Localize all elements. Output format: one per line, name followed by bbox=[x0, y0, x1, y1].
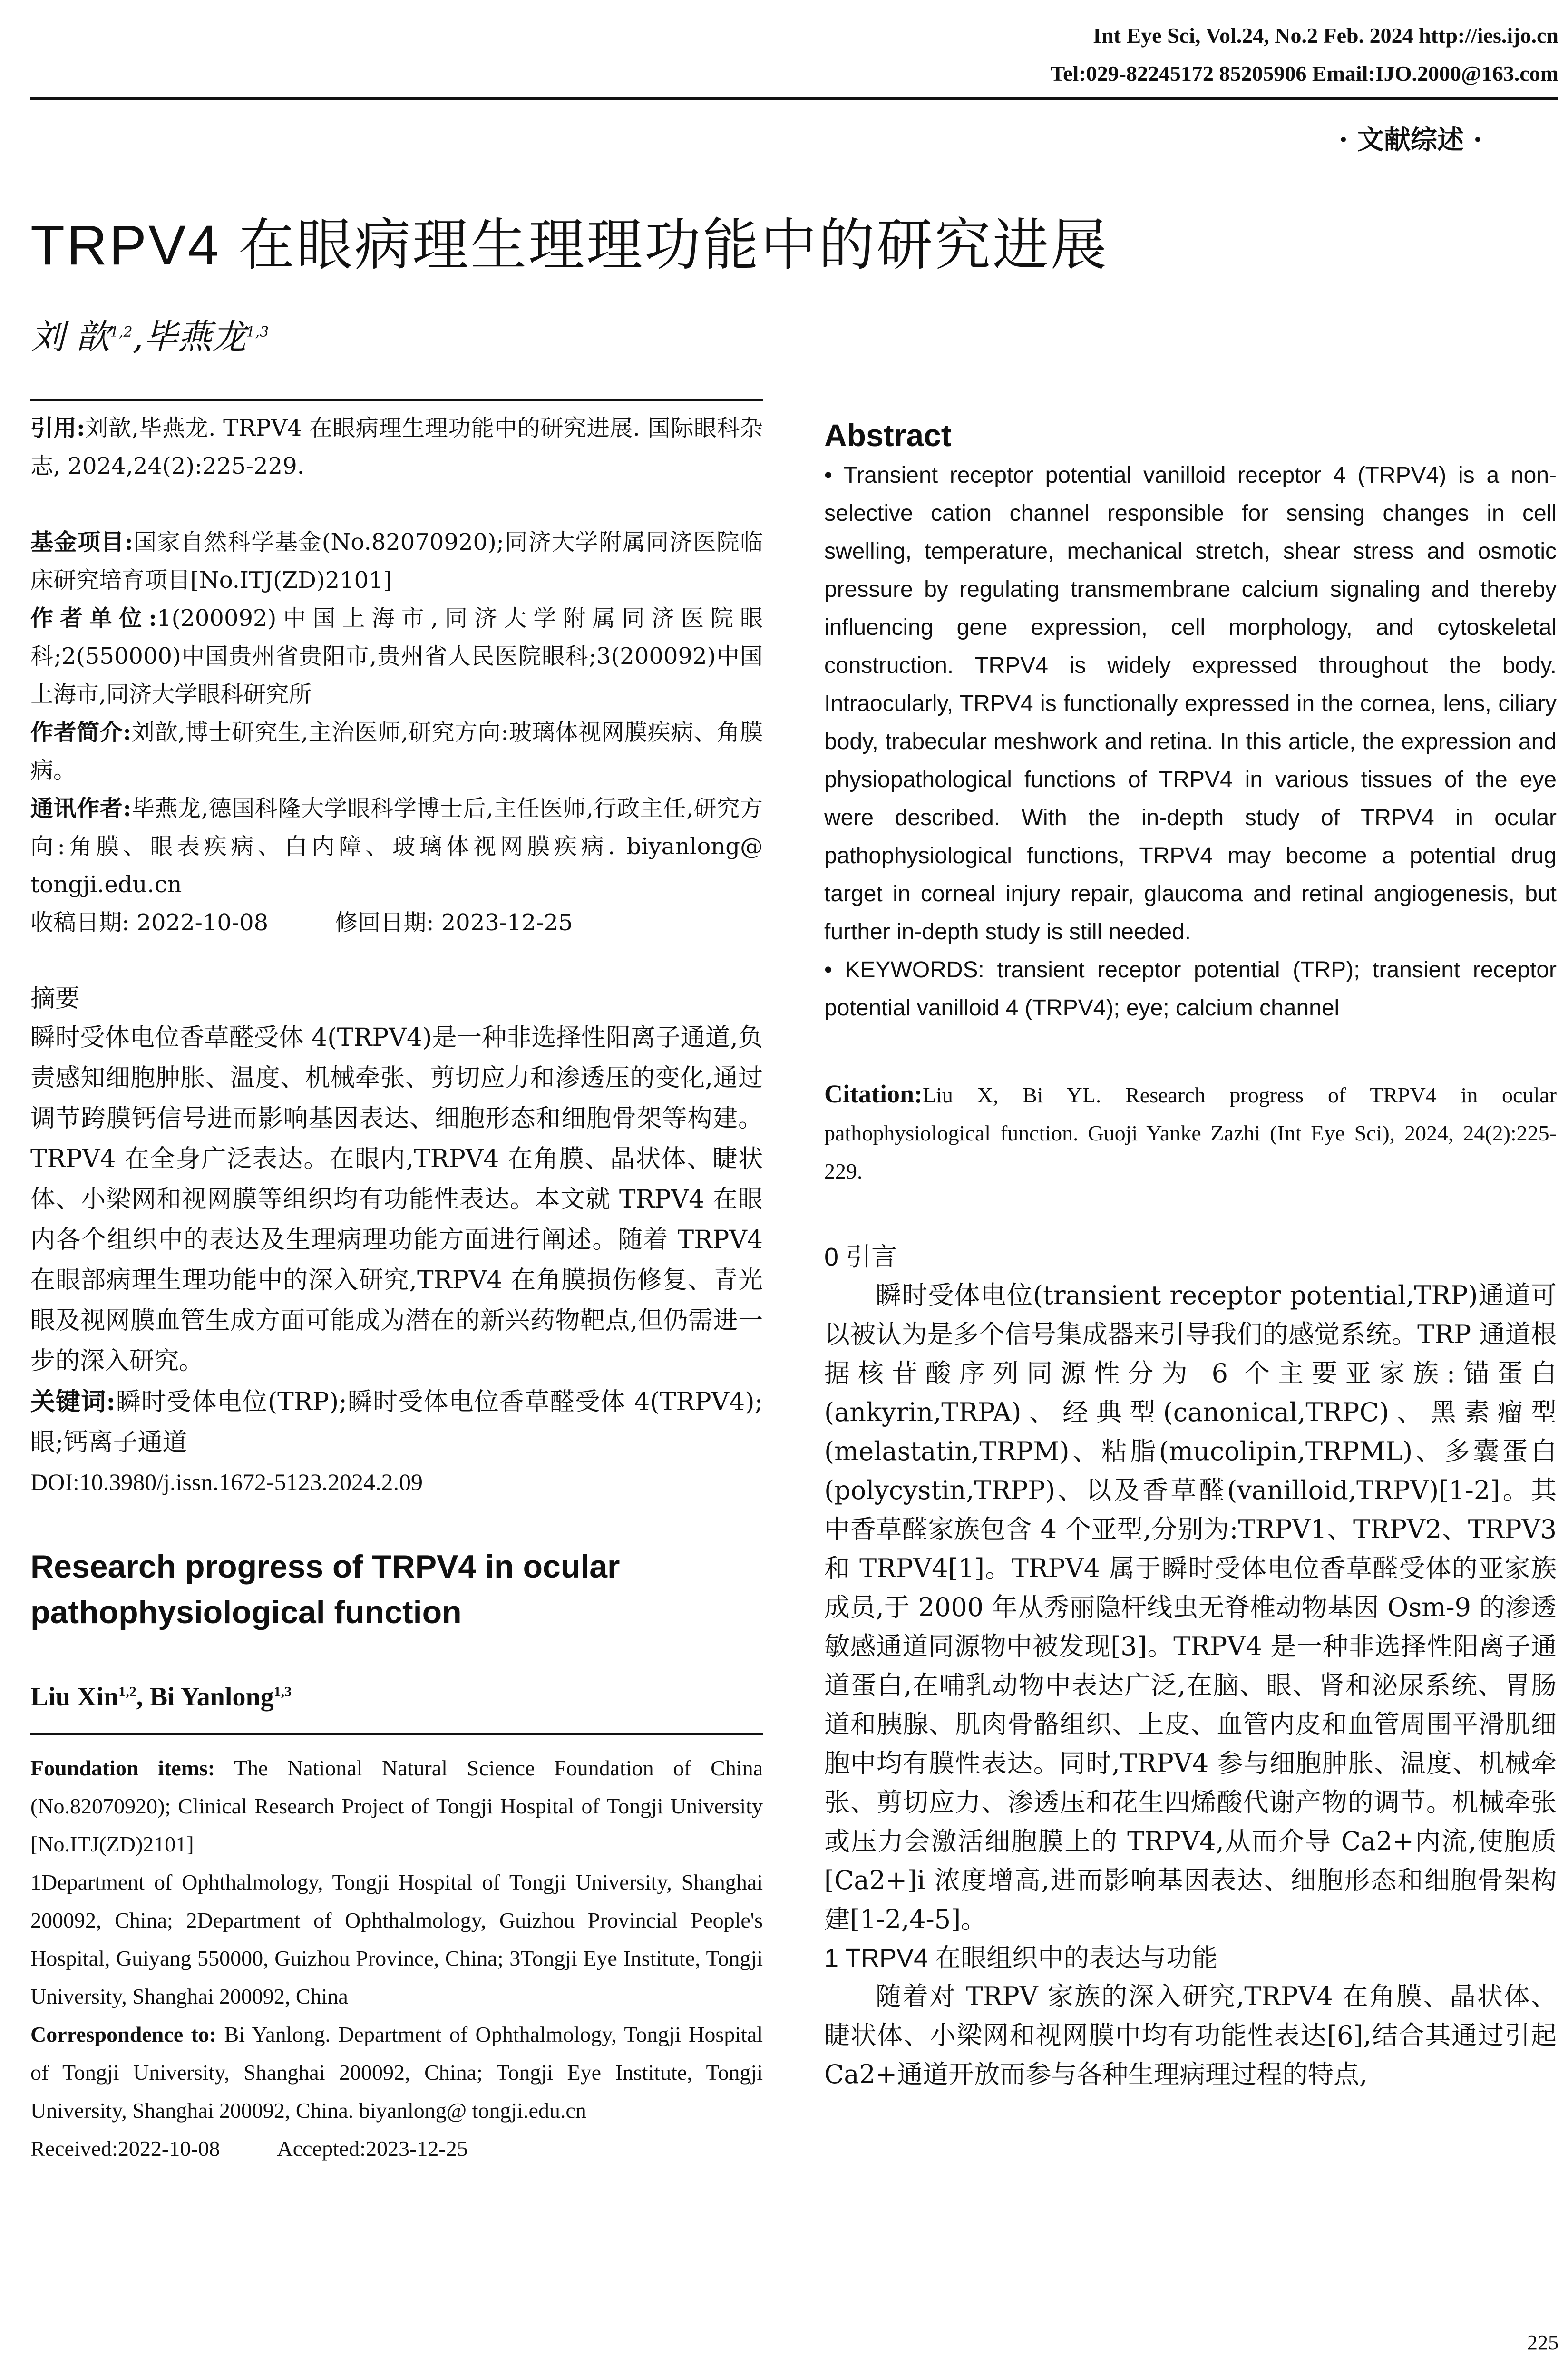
doi: DOI:10.3980/j.issn.1672-5123.2024.2.09 bbox=[30, 1469, 423, 1495]
keywords-label: 关键词: bbox=[30, 1387, 116, 1416]
left-top-rule bbox=[30, 399, 763, 401]
accepted-en: Accepted:2023-12-25 bbox=[277, 2136, 468, 2161]
citation-label: 引用: bbox=[30, 415, 85, 441]
abstract-en-head: Abstract bbox=[824, 418, 952, 453]
citation-text: 刘歆,毕燕龙. TRPV4 在眼病理生理功能中的研究进展. 国际眼科杂志, 2024,24(2):225-229. bbox=[30, 415, 763, 479]
fund-label: 基金项目: bbox=[30, 529, 133, 555]
english-title: Research progress of TRPV4 in ocular pathophysiological function bbox=[30, 1549, 620, 1630]
affiliations-en: 1Department of Ophthalmology, Tongji Hospital of Tongji University, Shanghai 200092, China; 2Department of Ophthalmology, Guizhou Provincial People's Hospital, Guiyang 550000, Guizhou Province, China; 3Tongji Eye Institute, Tongji University, Shanghai 200092, China bbox=[30, 1870, 763, 2008]
abstract-cn-text: 瞬时受体电位香草醛受体 4(TRPV4)是一种非选择性阳离子通道,负责感知细胞肿胀、温度、机械牵张、剪切应力和渗透压的变化,通过调节跨膜钙信号进而影响基因表达、细胞形态和细胞骨架等构建。TRPV4 在全身广泛表达。在眼内,TRPV4 在角膜、晶状体、睫状体、小梁网和视网膜等组织均有功能性表达。本文就 TRPV4 在眼内各个组织中的表达及生理病理功能方面进行阐述。随着 TRPV4 在眼部病理生理功能中的深入研究,TRPV4 在角膜损伤修复、青光眼及视网膜血管生成方面可能成为潜在的新兴药物靶点,但仍需进一步的深入研究。 bbox=[30, 1023, 763, 1375]
author-1-affil: 1,2 bbox=[109, 324, 133, 341]
received-date: 收稿日期: 2022-10-08 bbox=[30, 909, 269, 936]
fund-text: 国家自然科学基金(No.82070920);同济大学附属同济医院临床研究培育项目[No.ITJ(ZD)2101] bbox=[30, 529, 763, 594]
page-number: 225 bbox=[1527, 2331, 1558, 2354]
corr-text: 毕燕龙,德国科隆大学眼科学博士后,主任医师,行政主任,研究方向:角膜、眼表疾病、白内障、玻璃体视网膜疾病. biyanlong@ tongji.edu.cn bbox=[30, 795, 763, 898]
author-en-1: Liu Xin bbox=[30, 1682, 119, 1712]
author-2-affil: 1,3 bbox=[246, 324, 269, 341]
keywords-cn bbox=[30, 1382, 763, 1463]
unit-label: 作者单位: bbox=[30, 605, 157, 632]
bio-cn bbox=[30, 713, 763, 789]
citation-en bbox=[824, 1075, 1557, 1190]
author-en-2: Bi Yanlong bbox=[149, 1682, 274, 1712]
journal-header-line2: Tel:029-82245172 85205906 Email:IJO.2000@163.com bbox=[1050, 61, 1558, 86]
fund-cn bbox=[30, 523, 763, 599]
authors-en bbox=[30, 1678, 763, 1716]
foundation-text: The National Natural Science Foundation of China (No.82070920); Clinical Research Project of Tongji Hospital of Tongji University [No.ITJ(ZD)2101] bbox=[30, 1756, 763, 1856]
dates-en bbox=[30, 2130, 763, 2168]
left-column bbox=[30, 409, 763, 2168]
author-1: 刘 歆 bbox=[30, 317, 110, 357]
citation-cn bbox=[30, 409, 763, 485]
unit-cn bbox=[30, 599, 763, 713]
author-en-1-affil: 1,2 bbox=[118, 1684, 136, 1700]
author-en-sep: , bbox=[136, 1682, 150, 1712]
dates-cn bbox=[30, 904, 763, 942]
unit-text: 1(200092)中国上海市,同济大学附属同济医院眼科;2(550000)中国贵州省贵阳市,贵州省人民医院眼科;3(200092)中国上海市,同济大学眼科研究所 bbox=[30, 605, 763, 708]
section-0-head: 0 引言 bbox=[824, 1243, 897, 1271]
corr-label: 通讯作者: bbox=[30, 795, 132, 822]
abstract-cn-head: 摘要 bbox=[30, 985, 80, 1013]
foundation-label: Foundation items: bbox=[30, 1756, 215, 1780]
bio-label: 作者简介: bbox=[30, 719, 132, 746]
right-column bbox=[824, 414, 1557, 2094]
foundation-en bbox=[30, 1749, 763, 1863]
corr-cn bbox=[30, 789, 763, 904]
author-sep: , bbox=[132, 317, 144, 357]
correspondence-en bbox=[30, 2016, 763, 2130]
correspondence-label: Correspondence to: bbox=[30, 2022, 217, 2046]
keywords-en: • KEYWORDS: transient receptor potential (TRP); transient receptor potential vanilloid 4 (TRPV4); eye; calcium channel bbox=[824, 957, 1557, 1021]
citation-en-label: Citation: bbox=[824, 1080, 923, 1108]
author-en-2-affil: 1,3 bbox=[273, 1684, 292, 1700]
authors-cn bbox=[30, 309, 269, 359]
section-1-text: 随着对 TRPV 家族的深入研究,TRPV4 在角膜、晶状体、睫状体、小梁网和视网膜中均有功能性表达[6],结合其通过引起 Ca2+通道开放而参与各种生理病理过程的特点, bbox=[824, 1981, 1557, 2089]
abstract-en-text: • Transient receptor potential vanilloid receptor 4 (TRPV4) is a non-selective cation channel responsible for sensing changes in cell swelling, temperature, mechanical stretch, shear stress and osmotic pressure by regulating transmembrane calcium signaling and thereby influencing gene expression, cell morphology, and cytoskeletal construction. TRPV4 is widely expressed throughout the body. Intraocularly, TRPV4 is functionally expressed in the cornea, lens, ciliary body, trabecular meshwork and retina. In this article, the expression and physiopathological functions of TRPV4 in various tissues of the eye were described. With the in-depth study of TRPV4 in ocular pathophysiological functions, TRPV4 may become a potential drug target in corneal injury repair, glaucoma and retinal angiogenesis, but further in-depth study is still needed. bbox=[824, 463, 1557, 945]
article-title: TRPV4 在眼病理生理理功能中的研究进展 bbox=[30, 214, 1109, 277]
keywords-text: 瞬时受体电位(TRP);瞬时受体电位香草醛受体 4(TRPV4);眼;钙离子通道 bbox=[30, 1388, 763, 1457]
english-rule bbox=[30, 1733, 763, 1735]
received-en: Received:2022-10-08 bbox=[30, 2136, 220, 2161]
revised-date: 修回日期: 2023-12-25 bbox=[335, 909, 573, 936]
header-rule bbox=[30, 97, 1558, 100]
section-1-head: 1 TRPV4 在眼组织中的表达与功能 bbox=[824, 1944, 1218, 1972]
citation-en-text: Liu X, Bi YL. Research progress of TRPV4 in ocular pathophysiological function. Guoji Yanke Zazhi (Int Eye Sci), 2024, 24(2):225-229. bbox=[824, 1083, 1557, 1183]
author-2: 毕燕龙 bbox=[143, 317, 246, 357]
section-tag: · 文献综述 · bbox=[1339, 124, 1482, 156]
journal-header-line1: Int Eye Sci, Vol.24, No.2 Feb. 2024 http://ies.ijo.cn bbox=[1093, 23, 1558, 48]
section-0-text: 瞬时受体电位(transient receptor potential,TRP)通道可以被认为是多个信号集成器来引导我们的感觉系统。TRP 通道根据核苷酸序列同源性分为 6 个主要亚家族:锚蛋白(ankyrin,TRPA)、经典型(canonical,TRPC)、黑素瘤型(melastatin,TRPM)、粘脂(mucolipin,TRPML)、多囊蛋白(polycystin,TRPP)、以及香草醛(vanilloid,TRPV)[1-2]。其中香草醛家族包含 4 个亚型,分别为:TRPV1、TRPV2、TRPV3 和 TRPV4[1]。TRPV4 属于瞬时受体电位香草醛受体的亚家族成员,于 2000 年从秀丽隐杆线虫无脊椎动物基因 Osm-9 的渗透敏感通道同源物中被发现[3]。TRPV4 是一种非选择性阳离子通道蛋白,在哺乳动物中表达广泛,在脑、眼、肾和泌尿系统、胃肠道和胰腺、肌肉骨骼组织、上皮、血管内皮和血管周围平滑肌细胞中均有膜性表达。同时,TRPV4 参与细胞肿胀、温度、机械牵张、剪切应力、渗透压和花生四烯酸代谢产物的调节。机械牵张或压力会激活细胞膜上的 TRPV4,从而介导 Ca2+内流,使胞质[Ca2+]i 浓度增高,进而影响基因表达、细胞形态和细胞骨架构建[1-2,4-5]。 bbox=[824, 1280, 1557, 1934]
bio-text: 刘歆,博士研究生,主治医师,研究方向:玻璃体视网膜疾病、角膜病。 bbox=[30, 719, 763, 784]
correspondence-text: Bi Yanlong. Department of Ophthalmology, Tongji Hospital of Tongji University, Shanghai 200092, China; Tongji Eye Institute, Tongji University, Shanghai 200092, China. biyanlong@ tongji.edu.cn bbox=[30, 2022, 763, 2123]
